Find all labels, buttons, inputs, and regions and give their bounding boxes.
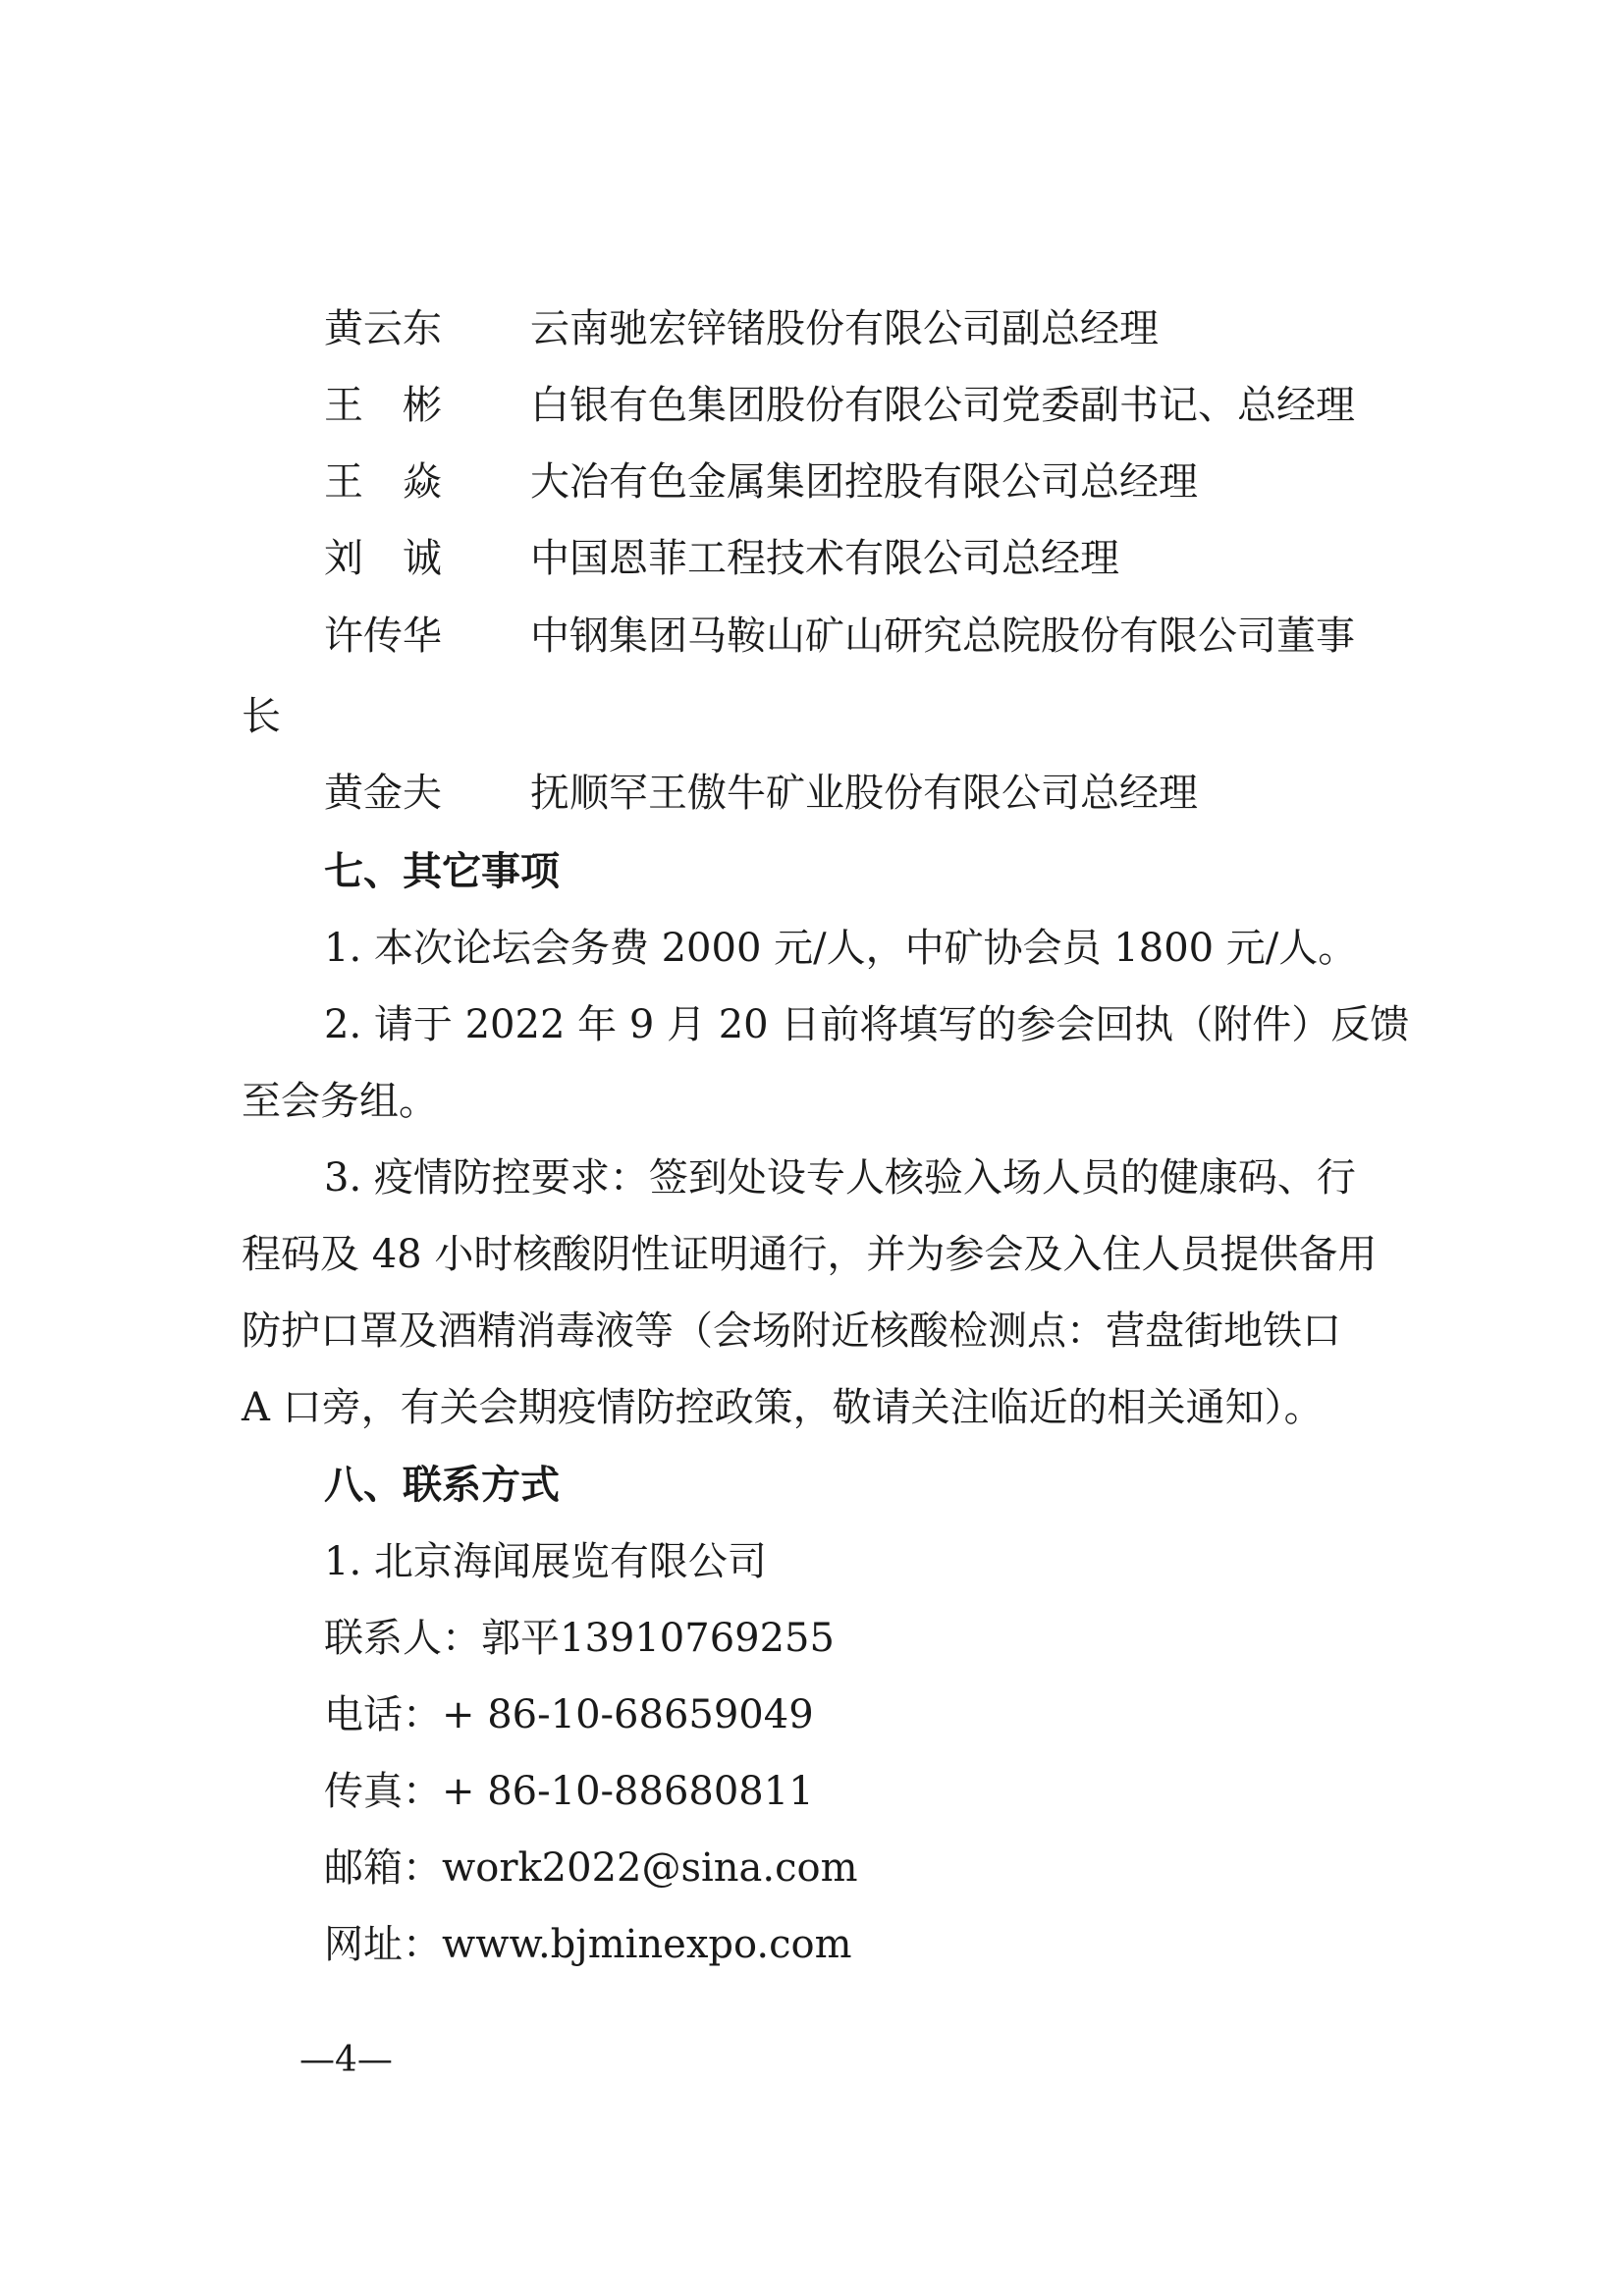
website-url: 网址：www.bjminexpo.com [324,1922,852,1967]
section-heading: 七、其它事项 [324,849,560,894]
paragraph-line: 2. 请于 2022 年 9 月 20 日前将填写的参会回执（附件）反馈 [324,1002,1410,1047]
member-name: 黄云东 [324,306,442,351]
phone-number: 电话：+ 86-10-68659049 [324,1692,814,1737]
paragraph-line: 防护口罩及酒精消毒液等（会场附近核酸检测点：营盘街地铁口 [242,1308,1341,1354]
paragraph-line: 3. 疫情防控要求：签到处设专人核验入场人员的健康码、行 [324,1155,1356,1201]
member-org: 云南驰宏锌锗股份有限公司副总经理 [530,306,1159,351]
page-number: —4— [299,2040,393,2080]
member-org-continued: 长 [242,694,281,739]
paragraph-line: 1. 本次论坛会务费 2000 元/人，中矿协会员 1800 元/人。 [324,926,1358,971]
member-org: 中国恩菲工程技术有限公司总经理 [530,536,1119,581]
member-name: 王 焱 [324,459,442,505]
member-name: 王 彬 [324,383,442,428]
member-name: 刘 诚 [324,536,442,581]
email-address: 邮箱：work2022@sina.com [324,1845,858,1891]
member-org: 白银有色集团股份有限公司党委副书记、总经理 [530,383,1355,428]
paragraph-line: A 口旁，有关会期疫情防控政策，敬请关注临近的相关通知）。 [242,1385,1324,1430]
member-org: 大冶有色金属集团控股有限公司总经理 [530,459,1198,505]
fax-number: 传真：+ 86-10-88680811 [324,1769,814,1814]
member-name: 黄金夫 [324,771,442,816]
member-org: 抚顺罕王傲牛矿业股份有限公司总经理 [530,771,1198,816]
section-heading: 八、联系方式 [324,1463,560,1508]
member-org: 中钢集团马鞍山矿山研究总院股份有限公司董事 [530,614,1355,659]
contact-person: 联系人：郭平13910769255 [324,1616,835,1661]
company-name: 1. 北京海闻展览有限公司 [324,1539,767,1584]
paragraph-line: 程码及 48 小时核酸阴性证明通行，并为参会及入住人员提供备用 [242,1232,1378,1277]
paragraph-line: 至会务组。 [242,1079,438,1124]
member-name: 许传华 [324,614,442,659]
